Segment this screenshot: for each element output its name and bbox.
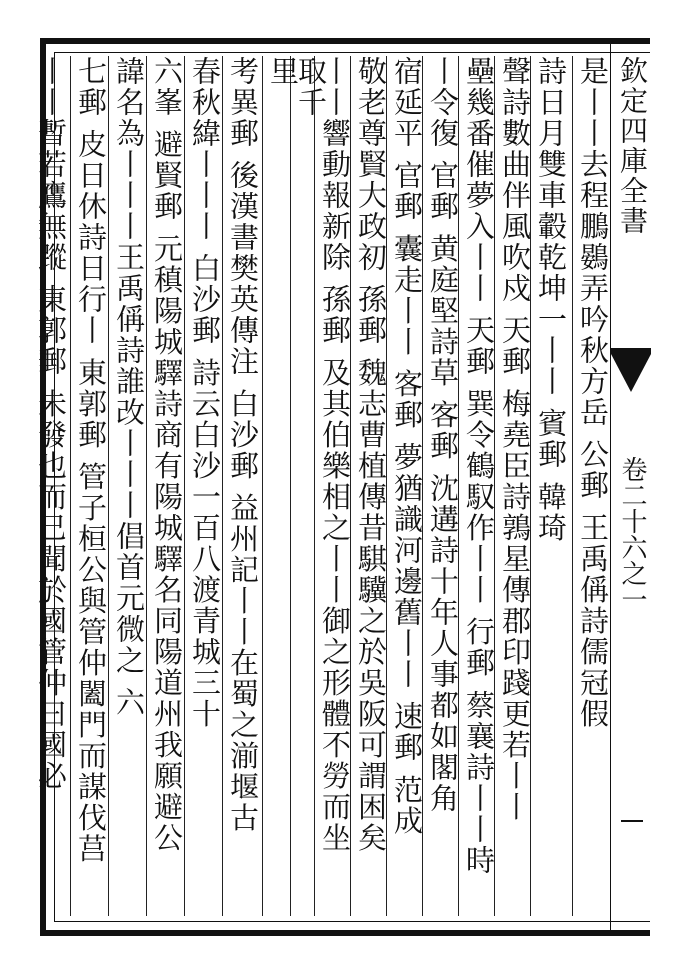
fold-line-mark [621,820,643,822]
book-title: 欽定四庫全書 [616,56,649,236]
text-column-4: 壘幾番催夢入丨丨 天郵 巽令鶴馭作丨丨 行郵 蔡襄詩丨丨時 [458,56,500,916]
text-column-7: 敬老尊賢大政初 孫郵 魏志曹植傳昔騏驥之於吳阪可謂困矣 [350,56,392,916]
text-column-11: 考異郵 後漢書樊英傳注 白沙郵 益州記丨丨在蜀之湔堰古 [222,56,264,916]
text-column-6: 宿延平 官郵 囊走丨丨 客郵 夢猶識河邊舊丨丨 速郵 范成 [386,56,428,916]
text-column-16: 丨丨暫若鷹無蹤 東郭郵 未發也而已聞於國管仲曰國必 [34,56,68,792]
text-column-9: 取千 [290,56,332,916]
volume-label: 卷二十六之一 [617,456,647,612]
text-column-14: 諱名為丨丨丨王禹偁詩誰改丨丨丨倡首元微之 六 [108,56,150,916]
text-column-1: 是丨丨去程鵬鷃弄吟秋方岳 公郵 王禹偁詩儒冠假 [572,56,614,916]
text-column-5: 丨令復 官郵 黄庭堅詩草 客郵 沈遘詩十年人事都如閣角 [422,56,464,916]
text-column-3: 聲詩數曲伴風吹戍 天郵 梅堯臣詩鶉星傳郡印踐更若丨丨 [494,56,536,916]
text-column-8: 丨丨響動報新除 孫郵 及其伯樂相之丨丨御之形體不勞而坐 [314,56,356,916]
fishtail-mark-icon [611,348,651,398]
text-column-2: 詩日月雙車轂乾坤一丨丨 賓郵 韓琦 [530,56,572,916]
text-column-10: 里 [262,56,304,916]
text-column-12: 春秋緯丨丨丨 白沙郵 詩云白沙一百八渡青城三十 [184,56,226,916]
text-column-13: 六峯 避賢郵 元稹陽城驛詩商有陽城驛名同陽道州我願避公 [146,56,188,916]
center-fold-column [610,44,650,930]
text-column-15: 七郵 皮日休詩日行丨 東郭郵 管子桓公與管仲闔門而謀伐莒 [70,56,112,916]
